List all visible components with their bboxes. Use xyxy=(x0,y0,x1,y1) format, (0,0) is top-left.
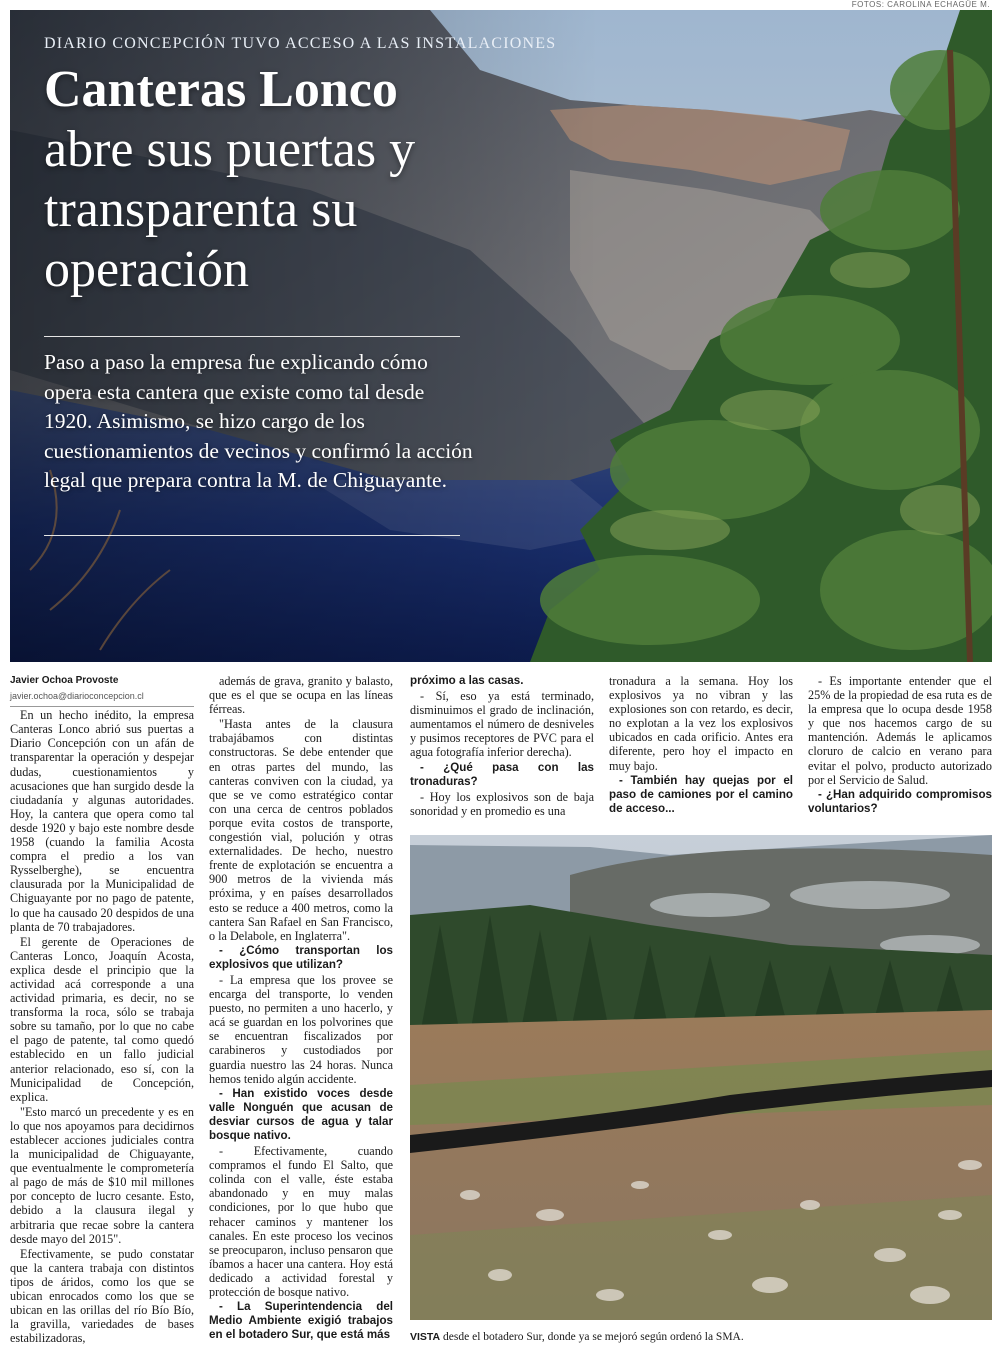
author-name: Javier Ochoa Provoste xyxy=(10,675,119,686)
rule-top xyxy=(44,336,460,337)
rule-bottom xyxy=(44,535,460,536)
headline-line-2: abre sus puertas y transparenta su operación xyxy=(44,121,416,298)
paragraph: - La empresa que los provee se encarga del transporte, lo venden puesto, no permiten a uno hacerlo, y acá se guardan en los polvorines que se encuentran fiscalizados por carabineros y custodiados por guardia nuestro las 24 horas. Nunca hemos tenido algún accidente. xyxy=(209,972,393,1086)
caption-label: VISTA xyxy=(410,1331,441,1343)
interview-question: - La Superintendencia del Medio Ambiente exigió trabajos en el botadero Sur, que está más xyxy=(209,1300,393,1342)
paragraph: - Efectivamente, cuando compramos el fundo El Salto, que colinda con el valle, éste estaba abandonado y en muy malas condiciones, por lo que hubo que rehacer caminos y mantener los canales. En este proceso los vecinos se preocuparon, incluso pensaron que íbamos a hacer una cantera. Hoy está dedicado a actividad forestal y protección de bosque nativo. xyxy=(209,1144,393,1300)
interview-question: - ¿Han adquirido compromisos voluntarios? xyxy=(808,787,992,815)
paragraph: "Hasta antes de la clausura trabajábamos con distintas constructoras. Se debe entender que en otras partes del mundo, las canteras conviven con la ciudad, ya que se ve como estratégico contar con una cerca de centros poblados porque evita costos de transporte, congestión vial, polución y otras externalidades. De hecho, nuestro frente de explotación se encuentra a 900 metros de la vivienda más próxima, y en países desarrollados esto se reduce a 400 metros, como la cantera San Rafael en San Francisco, o la Delabole, en Inglaterra". xyxy=(209,717,393,943)
photo-caption xyxy=(410,1331,992,1343)
interview-question: - ¿Cómo transportan los explosivos que utilizan? xyxy=(209,943,393,971)
paragraph: Efectivamente, se pudo constatar que la cantera trabaja con distintos tipos de áridos, como los que se ubican enrocados como los que se ubican en las orillas del río Bío Bío, la gravilla, variedades de bases estabilizadoras, xyxy=(10,1246,194,1346)
paragraph: El gerente de Operaciones de Canteras Lonco, Joaquín Acosta, explica desde el principio que la actividad acá corresponde a una actividad primaria, es decir, no se transforma la roca, sólo se trabaja sobre su tamaño, por lo que no cabe el pago de patente, tal como quedó establecido en un fallo judicial anterior relacionado, eso sí, con la Municipalidad de Concepción, explica. xyxy=(10,934,194,1104)
interview-question: - ¿Qué pasa con las tronaduras? xyxy=(410,760,594,788)
column-3 xyxy=(410,674,594,819)
headline xyxy=(44,60,484,300)
column-2 xyxy=(209,674,393,1343)
paragraph: - Hoy los explosivos son de baja sonoridad y en promedio es una xyxy=(410,789,594,818)
paragraph: - Es importante entender que el 25% de la propiedad de esa ruta es de la empresa que lo ocupa desde 1958 y que nos hacemos cargo de su mantención. Además le aplicamos cloruro de calcio en verano para evitar el polvo, producto autorizado por el Servicio de Salud. xyxy=(808,674,992,787)
photo-credit: FOTOS: CAROLINA ECHAGÜE M. xyxy=(851,0,990,9)
column-5 xyxy=(808,674,992,817)
botadero-photo xyxy=(410,835,992,1320)
paragraph: tronadura a la semana. Hoy los explosivos ya no vibran y las explosiones son con retardo, es decir, no explotan a la vez los explosivos ubicados en cada orificio. Antes era diferente, pero hoy el impacto en muy bajo. xyxy=(609,674,793,773)
interview-question: próximo a las casas. xyxy=(410,674,524,687)
author-email: javier.ochoa@diarioconcepcion.cl xyxy=(10,689,194,707)
interview-question: - Han existido voces desde valle Nonguén que acusan de desviar cursos de agua y talar bosque nativo. xyxy=(209,1086,393,1142)
paragraph: además de grava, granito y balasto, que es el que se ocupa en las líneas férreas. xyxy=(209,674,393,717)
interview-question: - También hay quejas por el paso de camiones por el camino de acceso... xyxy=(609,773,793,815)
column-1 xyxy=(10,674,194,1346)
paragraph: En un hecho inédito, la empresa Canteras Lonco abrió sus puertas a Diario Concepción con un afán de transparentar la operación y despejar dudas, cuestionamientos y acusaciones que han surgido desde la ciudadanía y algunas autoridades. Hoy, la cantera que opera como tal desde 1920 y bajo este nombre desde 1958 (cuando la familia Acosta compra el predio a los van Rysselberghe), se encuentra clausurada por la Municipalidad de Chiguayante por no pago de patente, lo que ha causado 20 despidos de una planta de 70 trabajadores. xyxy=(10,708,194,934)
column-4 xyxy=(609,674,793,817)
headline-line-1: Canteras Lonco xyxy=(44,61,398,118)
paragraph: "Esto marcó un precedente y es en lo que nos apoyamos para decidirnos establecer acciones judiciales contra la municipalidad de Chiguayante, que eventualmente le comprometería al pago de más de $10 mil millones por concepto de lucro cesante. Esto, debido a la clausura ilegal y arbitraria que recae sobre la cantera desde mayo del 2015". xyxy=(10,1104,194,1246)
hero-photo xyxy=(10,10,992,662)
lead-paragraph: Paso a paso la empresa fue explicando cómo opera esta cantera que existe como tal desde 1920. Asimismo, se hizo cargo de los cuestionamientos de vecinos y confirmó la acción legal que prepara contra la M. de Chiguayante. xyxy=(44,350,473,493)
forest-slope-photo xyxy=(410,835,992,1320)
kicker: DIARIO CONCEPCIÓN TUVO ACCESO A LAS INSTALACIONES xyxy=(44,35,557,52)
caption-text: desde el botadero Sur, donde ya se mejoró según ordenó la SMA. xyxy=(440,1331,744,1343)
paragraph: - Sí, eso ya está terminado, disminuimos el grado de inclinación, aumentamos el número de desniveles y pusimos receptores de PVC para el agua fotografía inferior derecha). xyxy=(410,689,594,760)
